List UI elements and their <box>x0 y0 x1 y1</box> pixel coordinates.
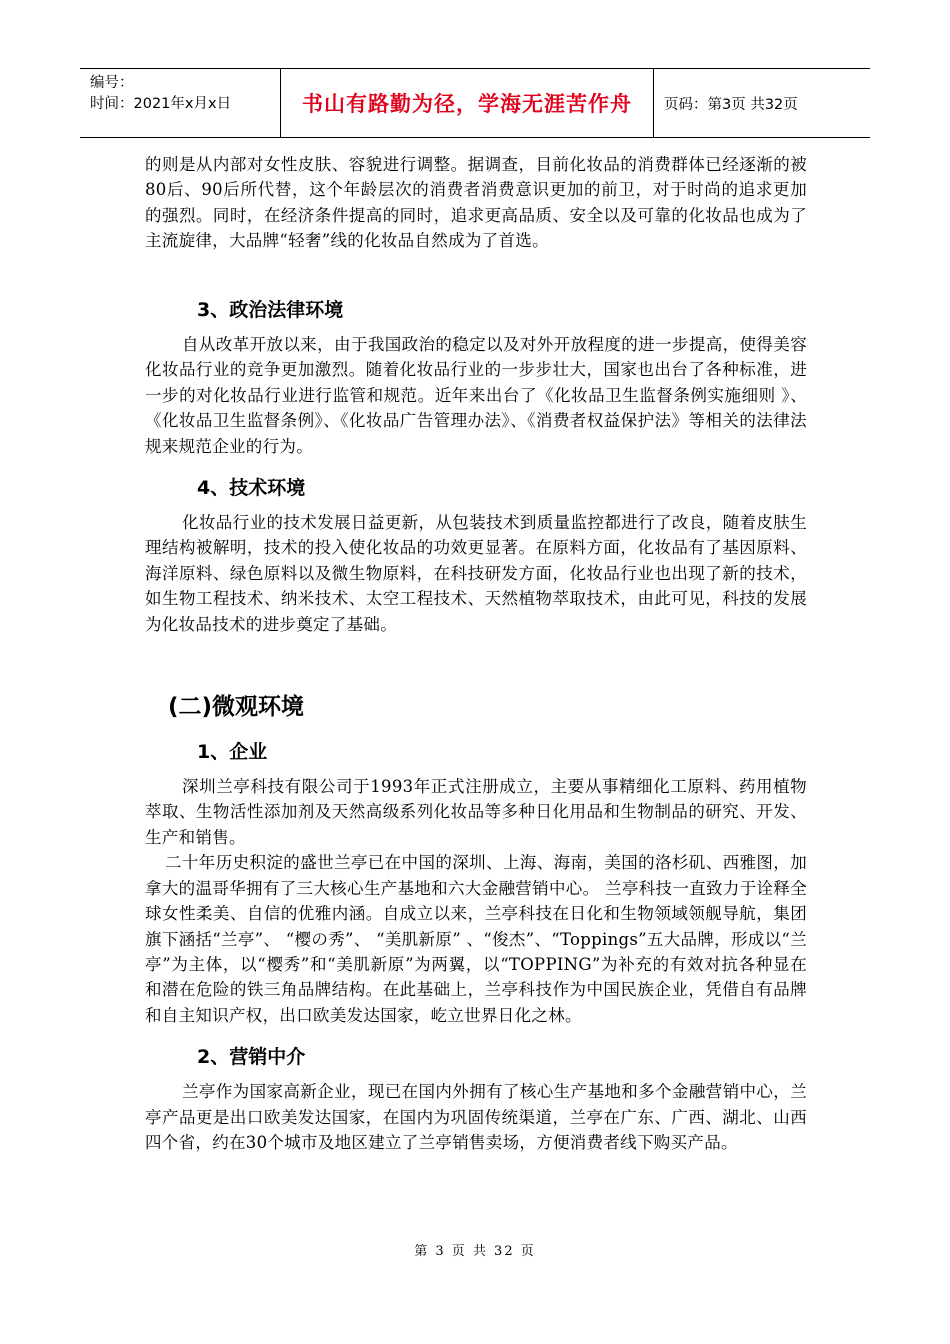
paragraph-company-intro: 深圳兰亭科技有限公司于1993年正式注册成立，主要从事精细化工原料、药用植物萃取、生物活性添加剂及天然高级系列化妆品等多种日化用品和生物制品的研究、开发、生产和销售。 <box>145 777 807 847</box>
heading-micro-environment: (二)微观环境 <box>168 694 305 721</box>
heading-company: 1、企业 <box>197 741 268 764</box>
heading-marketing-intermediary: 2、营销中介 <box>197 1046 306 1069</box>
paragraph-marketing-intermediary: 兰亭作为国家高新企业，现已在国内外拥有了核心生产基地和多个金融营销中心，兰亭产品更是出口欧美发达国家，在国内为巩固传统渠道，兰亭在广东、广西、湖北、山西四个省，约在30个城市及地区建立了兰亭销售卖场，方便消费者线下购买产品。 <box>145 1082 807 1152</box>
heading-technology: 4、技术环境 <box>197 477 306 500</box>
paragraph-company-history: 二十年历史积淀的盛世兰亭已在中国的深圳、上海、海南，美国的洛杉矶、西雅图，加拿大的温哥华拥有了三大核心生产基地和六大金融营销中心。 兰亭科技一直致力于诠释全球女性柔美、自信的优雅内涵。自成立以来，兰亭科技在日化和生物领域领舰导航，集团旗下涵括“兰亭”、 “樱の秀”、 “美肌新原” 、“俊杰”、“Toppings”五大品牌，形成以“兰亭”为主体，以“樱秀”和“美肌新原”为两翼，以“TOPPING”为补充的有效对抗各种显在和潜在危险的铁三角品牌结构。在此基础上，兰亭科技作为中国民族企业，凭借自有品牌和自主知识产权，出口欧美发达国家，屹立世界日化之林。 <box>145 853 807 1025</box>
paragraph-political-legal: 自从改革开放以来，由于我国政治的稳定以及对外开放程度的进一步提高，使得美容化妆品行业的竞争更加激烈。随着化妆品行业的一步步壮大，国家也出台了各种标准，进一步的对化妆品行业进行监管和规范。近年来出台了《化妆品卫生监督条例实施细则 》、《化妆品卫生监督条例》、《化妆品广告管理办法》、《消费者权益保护法》等相关的法律法规来规范企业的行为。 <box>145 335 807 456</box>
heading-political-legal: 3、政治法律环境 <box>197 299 344 321</box>
header-motto: 书山有路勤为径，学海无涯苦作舟 <box>281 69 654 137</box>
document-number-label: 编号： <box>90 75 134 91</box>
page-header <box>80 68 870 138</box>
document-body <box>145 152 807 1155</box>
header-meta <box>80 69 281 137</box>
header-page-number: 页码：第3页 共32页 <box>664 96 798 113</box>
paragraph-technology: 化妆品行业的技术发展日益更新，从包装技术到质量监控都进行了改良，随着皮肤生理结构被解明，技术的投入使化妆品的功效更显著。在原料方面，化妆品有了基因原料、海洋原料、绿色原料以及微生物原料，在科技研发方面，化妆品行业也出现了新的技术，如生物工程技术、纳米技术、太空工程技术、天然植物萃取技术，由此可见，科技的发展为化妆品技术的进步奠定了基础。 <box>145 513 807 634</box>
document-date-label: 时间：2021年x月x日 <box>90 96 232 112</box>
page-footer: 第 3 页 共 32 页 <box>414 1244 536 1259</box>
paragraph-consumer-trend: 的则是从内部对女性皮肤、容貌进行调整。据调查，目前化妆品的消费群体已经逐渐的被80后、90后所代替，这个年龄层次的消费者消费意识更加的前卫，对于时尚的追求更加的强烈。同时，在经济条件提高的同时，追求更高品质、安全以及可靠的化妆品也成为了主流旋律，大品牌“轻奢”线的化妆品自然成为了首选。 <box>145 155 807 251</box>
